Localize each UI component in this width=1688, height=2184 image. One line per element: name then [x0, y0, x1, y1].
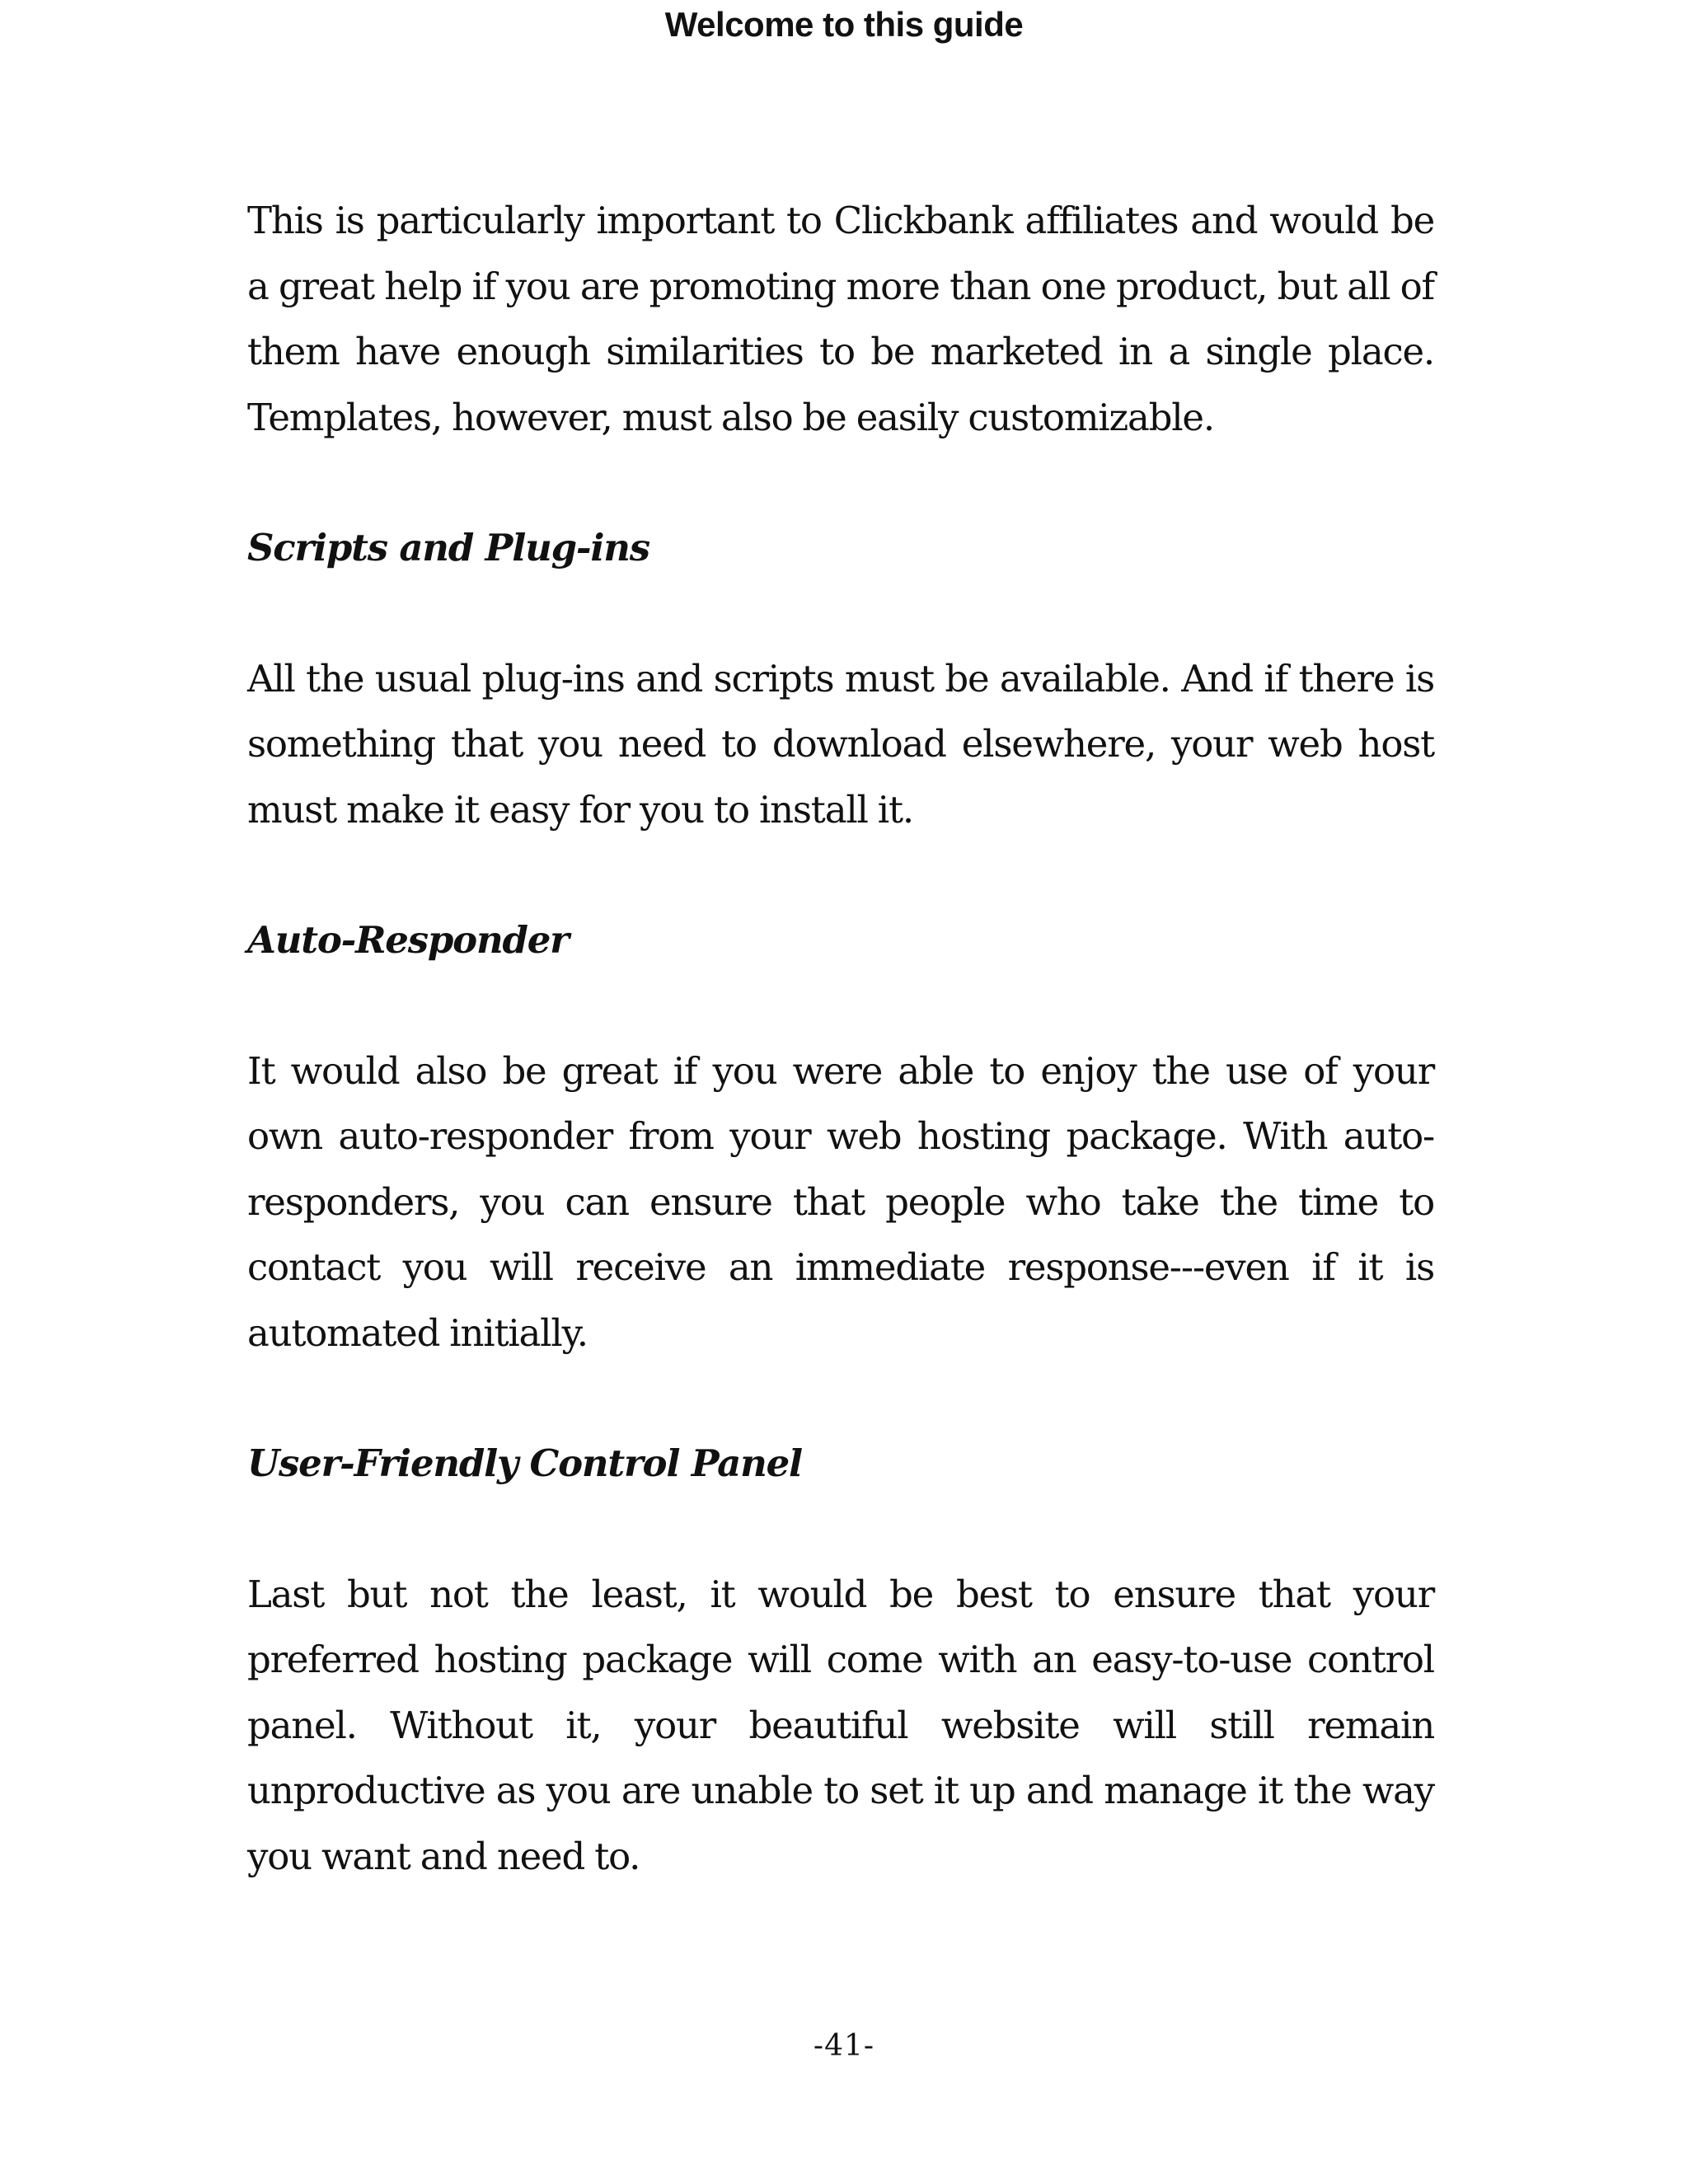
paragraph-control-panel: Last but not the least, it would be best to ensure that your preferred hosting package will come with an easy-to-use control panel. Without it, your beautiful website will still remain unproductive as you are unable to set it up and manage it the way you want and need to.	[247, 1572, 1434, 1878]
section-heading-control-panel: User-Friendly Control Panel	[247, 1441, 802, 1485]
spacer	[247, 450, 1434, 515]
spacer	[247, 1366, 1434, 1431]
paragraph-auto-responder: It would also be great if you were able to enjoy the use of your own auto-responder from your web hosting package. With auto-responders, you can ensure that people who take the time to contact you will receive an immediate response---even if it is automated initially.	[247, 1048, 1434, 1355]
spacer	[247, 581, 1434, 646]
paragraph-templates: This is particularly important to Clickbank affiliates and would be a great help if you are promoting more than one product, but all of them have enough similarities to be marketed in a single place. Templates, however, must also be easily customizable.	[247, 199, 1434, 439]
page-content	[247, 188, 1434, 1889]
section-heading-auto-responder: Auto-Responder	[247, 918, 569, 962]
section-heading-scripts-plugins: Scripts and Plug-ins	[247, 526, 649, 569]
page-number: -41-	[813, 2029, 875, 2063]
spacer	[247, 1497, 1434, 1562]
paragraph-scripts-plugins: All the usual plug-ins and scripts must be available. And if there is something that you need to download elsewhere, your web host must make it easy for you to install it.	[247, 656, 1434, 832]
running-header: Welcome to this guide	[664, 5, 1024, 44]
spacer	[247, 973, 1434, 1038]
spacer	[247, 842, 1434, 907]
